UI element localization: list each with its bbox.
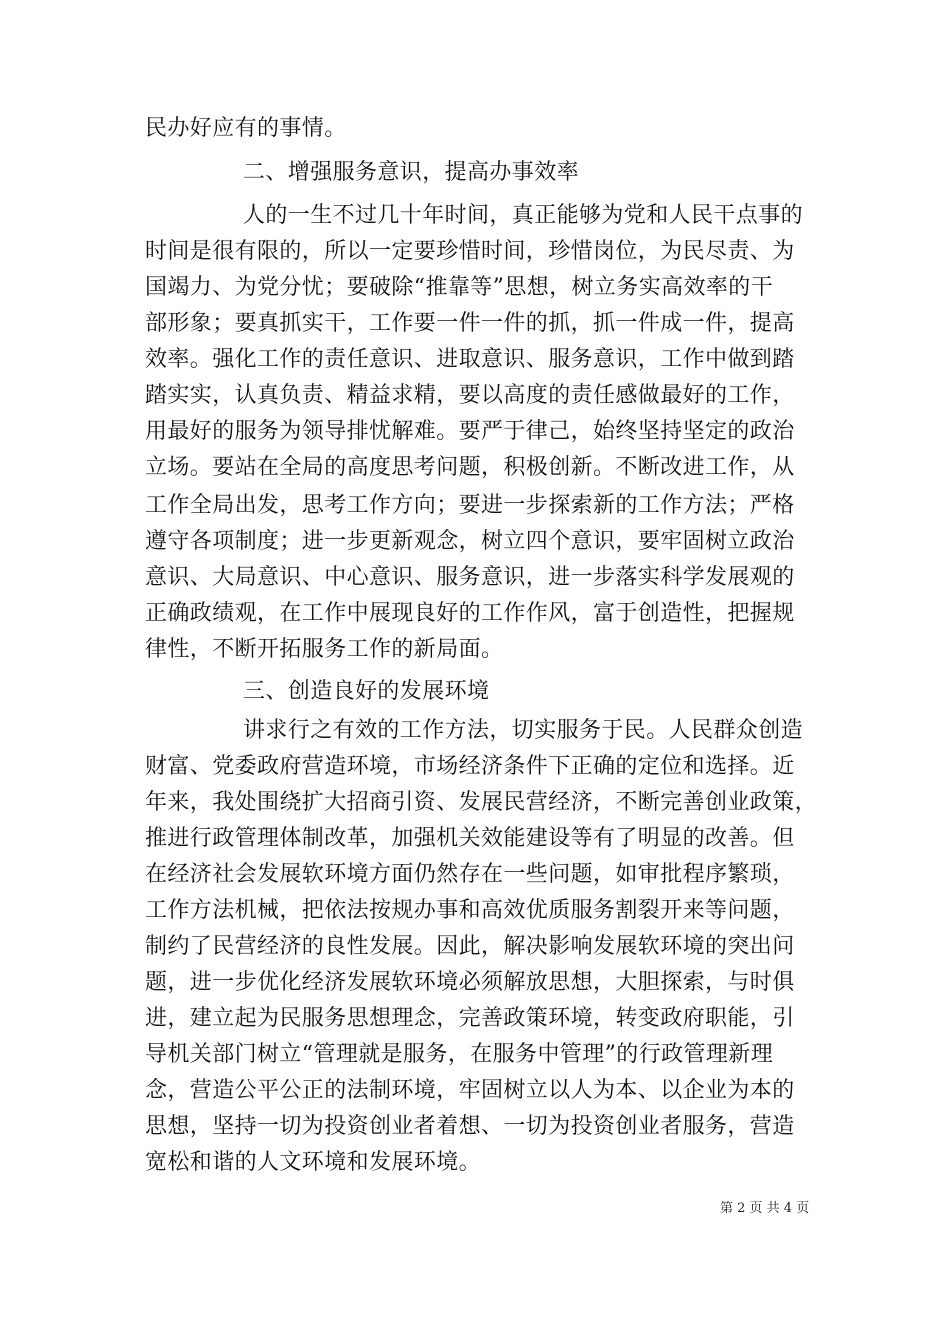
body-line: 民办好应有的事情。 — [145, 116, 347, 141]
body-line: 部形象；要真抓实干，工作要一件一件的抓，抓一件成一件，提高 — [145, 311, 795, 336]
body-line: 工作全局出发，思考工作方向；要进一步探索新的工作方法；严格 — [145, 493, 795, 518]
body-line: 国竭力、为党分忧；要破除“推靠等”思想，树立务实高效率的干 — [145, 275, 774, 300]
body-line: 意识、大局意识、中心意识、服务意识，进一步落实科学发展观的 — [145, 565, 795, 590]
body-line: 进，建立起为民服务思想理念，完善政策环境，转变政府职能，引 — [145, 1006, 795, 1031]
body-line: 念，营造公平公正的法制环境，牢固树立以人为本、以企业为本的 — [145, 1078, 795, 1103]
body-line: 时间是很有限的，所以一定要珍惜时间，珍惜岗位，为民尽责、为 — [145, 239, 795, 264]
body-line: 年来，我处围绕扩大招商引资、发展民营经济，不断完善创业政策， — [145, 790, 818, 815]
body-line: 立场。要站在全局的高度思考问题，积极创新。不断改进工作，从 — [145, 455, 795, 480]
section-heading: 二、增强服务意识，提高办事效率 — [243, 160, 580, 185]
body-line: 宽松和谐的人文环境和发展环境。 — [145, 1150, 482, 1175]
body-line: 遵守各项制度；进一步更新观念，树立四个意识，要牢固树立政治 — [145, 529, 795, 554]
page-number-footer: 第 2 页 共 4 页 — [720, 1201, 810, 1216]
body-line: 工作方法机械，把依法按规办事和高效优质服务割裂开来等问题， — [145, 898, 795, 923]
body-line: 律性，不断开拓服务工作的新局面。 — [145, 637, 504, 662]
body-line: 导机关部门树立“管理就是服务，在服务中管理”的行政管理新理 — [145, 1042, 774, 1067]
body-line: 财富、党委政府营造环境，市场经济条件下正确的定位和选择。近 — [145, 754, 795, 779]
paragraph-first-line: 人的一生不过几十年时间，真正能够为党和人民干点事的 — [243, 203, 804, 228]
body-line: 题，进一步优化经济发展软环境必须解放思想，大胆探索，与时俱 — [145, 970, 795, 995]
body-line: 正确政绩观，在工作中展现良好的工作作风，富于创造性，把握规 — [145, 601, 795, 626]
body-line: 思想，坚持一切为投资创业者着想、一切为投资创业者服务，营造 — [145, 1114, 795, 1139]
paragraph-first-line: 讲求行之有效的工作方法，切实服务于民。人民群众创造 — [243, 718, 804, 743]
section-heading: 三、创造良好的发展环境 — [243, 679, 490, 704]
body-line: 用最好的服务为领导排忧解难。要严于律己，始终坚持坚定的政治 — [145, 419, 795, 444]
body-line: 制约了民营经济的良性发展。因此，解决影响发展软环境的突出问 — [145, 934, 795, 959]
body-line: 推进行政管理体制改革，加强机关效能建设等有了明显的改善。但 — [145, 826, 795, 851]
body-line: 在经济社会发展软环境方面仍然存在一些问题，如审批程序繁琐， — [145, 862, 795, 887]
body-line: 效率。强化工作的责任意识、进取意识、服务意识，工作中做到踏 — [145, 347, 795, 372]
body-line: 踏实实，认真负责、精益求精，要以高度的责任感做最好的工作， — [145, 383, 795, 408]
